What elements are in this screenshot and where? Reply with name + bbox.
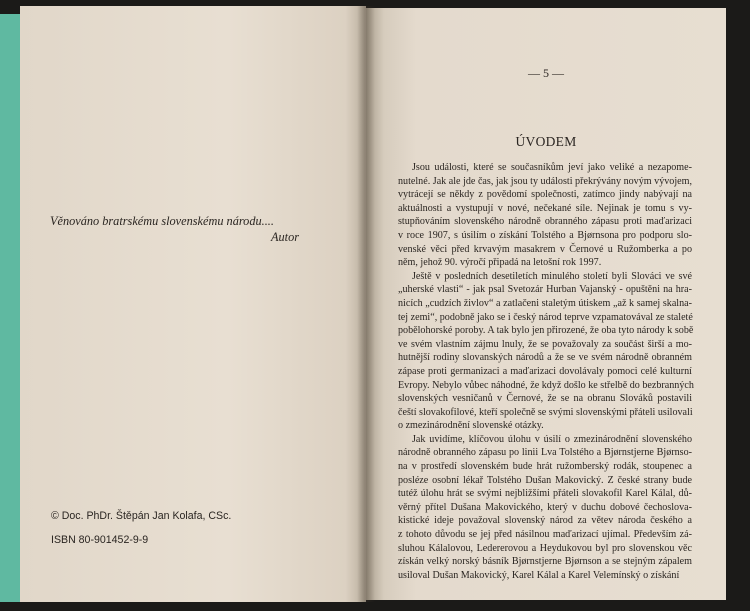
book-spine <box>357 6 375 602</box>
book-cover-edge <box>0 14 22 602</box>
left-page <box>20 6 366 602</box>
text-line: Jsou události, které se současníkům jeví jako veliké a nezapome- <box>412 162 692 173</box>
dedication-text: Věnováno bratrskému slovenskému národu.... <box>50 214 274 228</box>
text-line: nicích „cudzích živlov“ a zatlačeni staletým útiskem „až k samej skalna- <box>398 297 692 309</box>
text-line: Ještě v posledních desetiletích minulého století byli Slováci ve své <box>412 270 692 282</box>
text-line: získán velký norský básník Bjørnstjerne Bjørnson a se stejným zápalem <box>398 556 692 568</box>
text-line: sluhou Kálalovou, Ledererovou a Heydukovou byl pro slovenskou věc <box>398 542 692 554</box>
text-line: tutéž úlohu hrát se svými nejbližšími přáteli slovakofil Karel Kálal, dů- <box>398 488 692 500</box>
text-line: z tohoto důvodu se jej před násilnou maďarizací ujímal. Především zá- <box>398 529 692 541</box>
text-line: posléze osobní lékař Tolstého Dušan Makovický. Z české strany bude <box>398 474 692 486</box>
text-line: čeští slovakofilové, kteří společně se svými slovenskými přáteli usilovali <box>398 406 693 418</box>
dedication-author: Autor <box>271 230 300 244</box>
text-line: tej zemi“, podobně jako se i český národ teprve vzpamatovával ze staleté <box>398 311 693 323</box>
text-line: „uherské vlasti“ - jak psal Svetozár Hurban Vajanský - opuštěni na hra- <box>398 284 692 296</box>
text-line: aktuálnosti a vystupují v nové, nečekané síle. Nejinak je tomu s vy- <box>398 202 692 214</box>
text-line: něm, jehož 90. výročí připadá na letošní rok 1997. <box>398 257 602 269</box>
text-line: věrný přítel Dušana Makovického, který v duchu dobové čechoslova- <box>398 501 692 513</box>
text-line: vytrácejí se někdy z povědomí společnosti, zatímco jindy nabývají na <box>398 189 692 201</box>
text-line: venské věci před krvavým masakrem v Černové u Ružomberka a po <box>398 243 692 255</box>
chapter-heading: ÚVODEM <box>515 134 577 149</box>
text-line: kistické ideje považoval slovenský národ za větev národa českého a <box>398 515 692 527</box>
text-line: pobělohorské poroby. A tak bylo jen přirozené, že oba tyto národy k sobě <box>398 325 694 337</box>
text-line: o zmezinárodnění slovenské otázky. <box>398 420 544 432</box>
text-line: Evropy. Nebylo vůbec náhodné, že když došlo ke střelbě do bezbranných <box>398 379 694 391</box>
text-line: Jak uvidíme, klíčovou úlohu v úsilí o zmezinárodnění slovenského <box>412 433 692 445</box>
copyright-notice: © Doc. PhDr. Štěpán Jan Kolafa, CSc. <box>51 510 232 522</box>
page-number: — 5 — <box>528 66 564 80</box>
right-page <box>366 8 726 600</box>
text-line: na v prostředí slovenském bude hrát ružomberský rodák, stoupenec a <box>398 461 692 473</box>
text-line: zápase proti germanizaci a maďarizaci dovolávaly pomoci celé kulturní <box>398 365 692 377</box>
body-text <box>398 161 692 582</box>
isbn-number: ISBN 80-901452-9-9 <box>51 534 149 546</box>
text-line: stupňováním slovenského národně obranného zápasu proti maďarizaci <box>398 216 692 228</box>
text-line: ve svém vlastním zájmu lnuly, že se považovaly za součást širší a mo- <box>398 338 692 350</box>
text-line: hutnější rodiny slovanských národů a že se ve svém národně obranném <box>398 352 692 364</box>
text-line: v roce 1907, s úsilím o získání Tolstého a Bjørnsona pro podporu slo- <box>398 229 692 241</box>
text-line: slovenských vesničanů v Černové, že se na obranu Slováků postavili <box>398 393 692 405</box>
text-line: národně obranného zápasu po linii Lva Tolstého a Bjørnstjerne Bjørnso- <box>398 447 692 459</box>
text-line: nutelné. Jak ale jde čas, jak jsou ty události překrývány novým vývojem, <box>398 175 692 187</box>
text-line: usiloval Dušan Makovický, Karel Kálal a Karel Velemínský o získání <box>398 569 680 581</box>
